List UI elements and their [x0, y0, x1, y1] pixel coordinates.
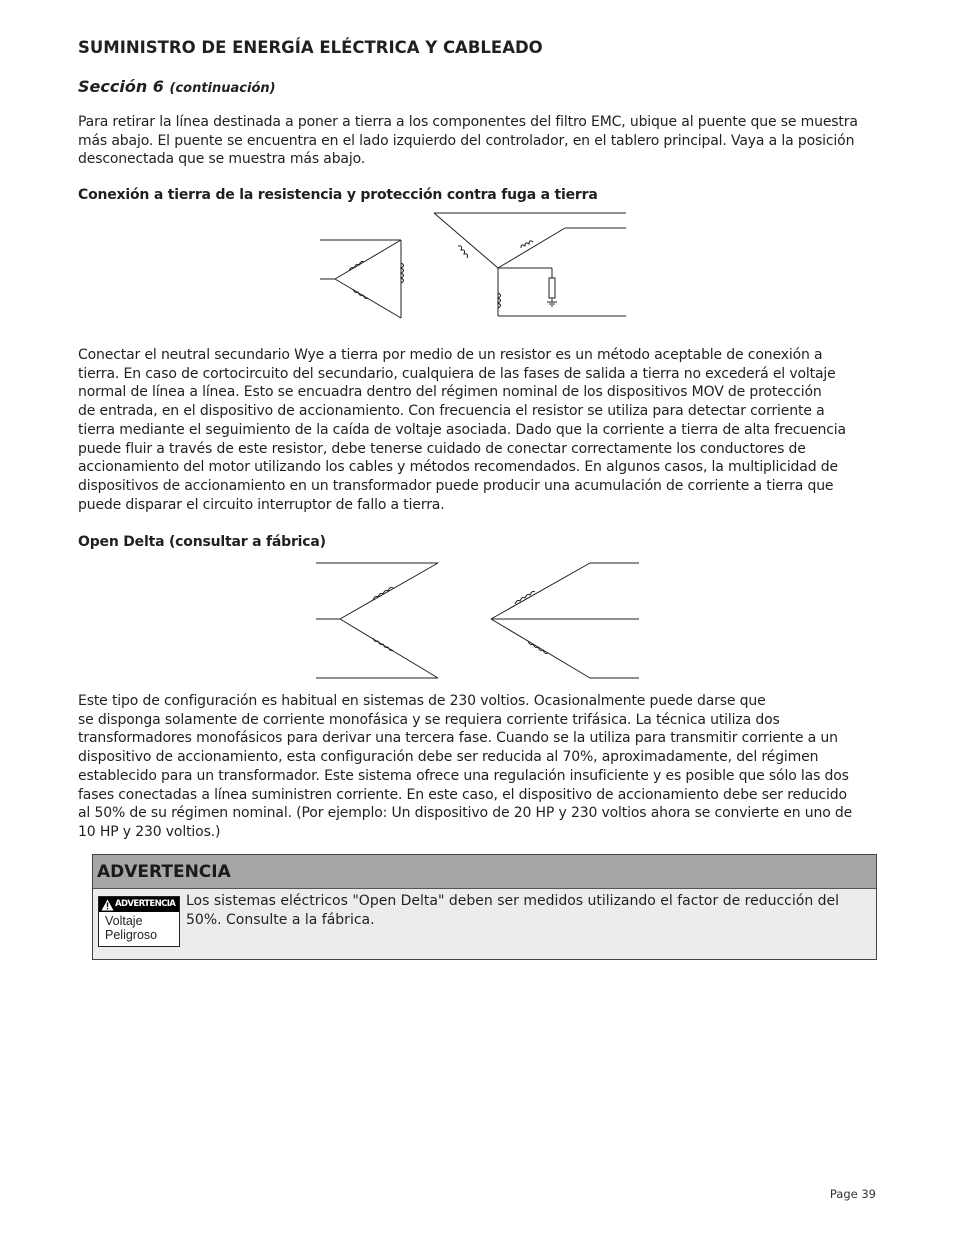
- warning-label-line: Peligroso: [105, 928, 158, 942]
- warning-label-line: Voltaje: [105, 914, 143, 928]
- text-line: establecido para un transformador. Este sistema ofrece una regulación insuficiente y es posible que sólo las dos: [78, 767, 849, 784]
- text-line: tierra. En caso de cortocircuito del secundario, cualquiera de las fases de salida a tierra no excederá el voltaje: [78, 365, 836, 382]
- wye-secondary-winding: [434, 213, 626, 316]
- text-line: puede fluir a través de este resistor, debe tenerse cuidado de conectar correctamente los conductores de: [78, 440, 806, 457]
- page-title: SUMINISTRO DE ENERGÍA ELÉCTRICA Y CABLEADO: [78, 38, 543, 57]
- warning-label-body: [99, 912, 179, 942]
- page-number: Page 39: [829, 1187, 876, 1201]
- text-line: Para retirar la línea destinada a poner a tierra a los componentes del filtro EMC, ubique al puente que se muestra: [78, 114, 858, 130]
- open-delta-secondary: [491, 563, 639, 678]
- open-delta-heading: Open Delta (consultar a fábrica): [78, 534, 326, 550]
- text-line: puede disparar el circuito interruptor de fallo a tierra.: [78, 496, 445, 513]
- text-line: normal de línea a línea. Esto se encuadra dentro del régimen nominal de los dispositivos MOV de protección: [78, 384, 822, 401]
- text-line: Este tipo de configuración es habitual en sistemas de 230 voltios. Ocasionalmente puede darse que: [78, 693, 766, 709]
- text-line: de entrada, en el dispositivo de accionamiento. Con frecuencia el resistor se utiliza para detectar corriente a: [78, 403, 825, 420]
- delta-wye-resistor-diagram: [313, 208, 633, 348]
- text-line: dispositivo de accionamiento, esta configuración debe ser reducida al 70%, aproximadamente, del régimen: [78, 749, 819, 766]
- text-line: fases conectadas a línea suministren corriente. En este caso, el dispositivo de accionamiento debe ser reducido: [78, 786, 847, 803]
- warning-label-header: [99, 897, 179, 912]
- warning-text: [186, 892, 866, 930]
- resistance-grounding-paragraph: [78, 346, 846, 514]
- text-line: Conectar el neutral secundario Wye a tierra por medio de un resistor es un método aceptable de conexión a: [78, 347, 823, 363]
- intro-paragraph: [78, 113, 858, 169]
- text-line: más abajo. El puente se encuentra en el lado izquierdo del controlador, en el tablero principal. Vaya a la posición: [78, 132, 855, 149]
- warning-box: [92, 854, 877, 960]
- warning-label-title: ADVERTENCIA: [115, 899, 176, 909]
- open-delta-diagram: [310, 558, 645, 683]
- warning-triangle-icon: [101, 899, 114, 911]
- section-name: Sección 6: [78, 77, 164, 96]
- grounding-resistor: [498, 268, 555, 302]
- text-line: Los sistemas eléctricos "Open Delta" deben ser medidos utilizando el factor de reducción del: [186, 893, 840, 909]
- warning-label: [98, 896, 180, 947]
- text-line: 10 HP y 230 voltios.): [78, 823, 221, 840]
- delta-primary-winding: [320, 240, 404, 318]
- section-title: [78, 77, 276, 96]
- text-line: 50%. Consulte a la fábrica.: [186, 912, 375, 928]
- resistance-grounding-heading: Conexión a tierra de la resistencia y protección contra fuga a tierra: [78, 187, 598, 203]
- text-line: dispositivos de accionamiento en un transformador puede producir una acumulación de corriente a tierra que: [78, 477, 834, 494]
- text-line: desconectada que se muestra más abajo.: [78, 151, 366, 168]
- ground-symbol-icon: [547, 302, 557, 306]
- open-delta-primary: [316, 563, 438, 678]
- text-line: tierra mediante el seguimiento de la caída de voltaje asociada. Dado que la corriente a tierra de alta frecuencia: [78, 421, 846, 438]
- warning-title: ADVERTENCIA: [93, 855, 876, 889]
- open-delta-paragraph: [78, 692, 852, 842]
- text-line: se disponga solamente de corriente monofásica y se requiera corriente trifásica. La técnica utiliza dos: [78, 711, 780, 728]
- section-continuation: (continuación): [169, 81, 276, 96]
- text-line: accionamiento del motor utilizando los cables y métodos recomendados. En algunos casos, la multiplicidad de: [78, 459, 838, 476]
- text-line: al 50% de su régimen nominal. (Por ejemplo: Un dispositivo de 20 HP y 230 voltios ahora se convierte en uno de: [78, 805, 853, 822]
- text-line: transformadores monofásicos para derivar una tercera fase. Cuando se la utiliza para transmitir corriente a un: [78, 730, 838, 747]
